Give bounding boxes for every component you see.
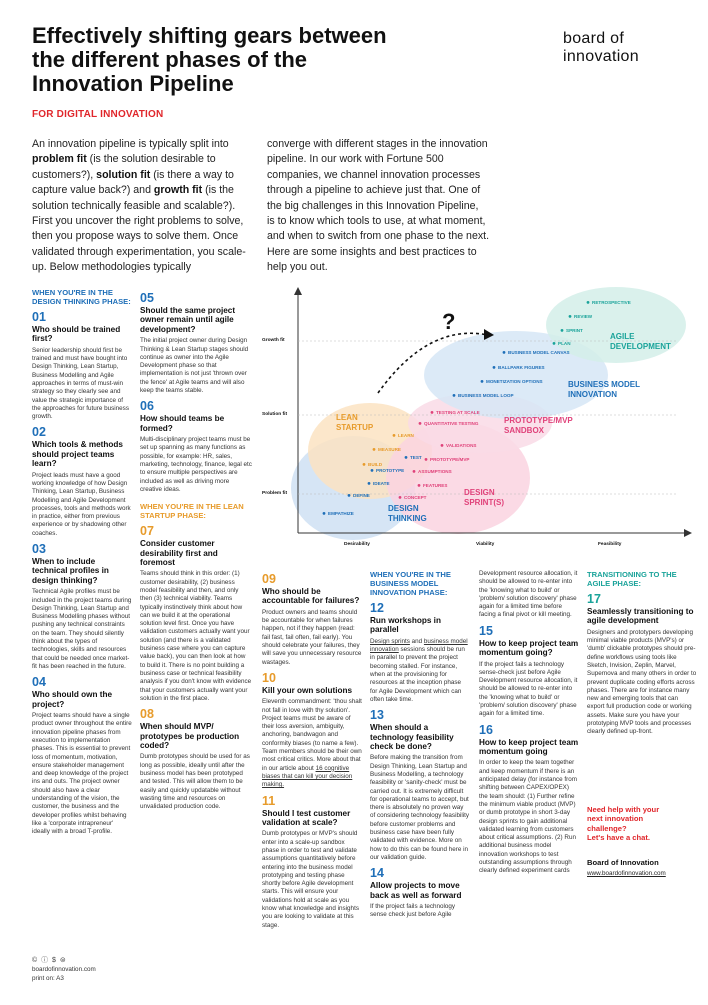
tip-question: Who should be trained first? bbox=[32, 325, 121, 344]
tip-question: Run workshops in parallel bbox=[370, 616, 441, 635]
tip-answer: Dumb prototypes should be used for as long as possible, ideally until after the business model has been prototyped and tested. This will allow them to be easily and quickly updatable without wasting time and resources on unvalidated production code. bbox=[140, 753, 250, 811]
phase-step-label: IDEATE bbox=[373, 481, 390, 486]
tip-item bbox=[140, 400, 252, 494]
phase-step-label: PROTOTYPE bbox=[376, 468, 405, 473]
tip-item bbox=[32, 311, 132, 421]
tip-answer: If the project fails a technology sense check just before Agile bbox=[370, 903, 456, 919]
cta-line: next innovation bbox=[587, 814, 644, 824]
phase-step-bullet bbox=[553, 342, 556, 345]
phase-step-label: TEST bbox=[410, 455, 422, 460]
design-sprints-link[interactable]: Design sprints bbox=[370, 637, 410, 645]
tip-answer: Before making the transition from Design Thinking, Lean Startup and Business Modelling, a technology feasibility or 'sanity-check' must be carried out. It is extremely difficult for operational teams to accept, but there is absolutely no proven way of considering technology feasibility before customer problems and business case have been fully validated with evidence. More on how to do this can be found here in our validation guide. bbox=[370, 754, 470, 861]
cta-line: challenge? bbox=[587, 823, 627, 833]
phase-group-label: DEVELOPMENT bbox=[610, 342, 671, 351]
company-name: Board of Innovation bbox=[587, 858, 659, 867]
y-axis-arrow bbox=[294, 287, 302, 295]
failure-column bbox=[262, 568, 362, 930]
phase-heading: WHEN YOU'RE IN THE DESIGN THINKING PHASE: bbox=[32, 288, 131, 306]
phase-group-label: INNOVATION bbox=[568, 390, 618, 399]
cta-line: Let's have a chat. bbox=[587, 833, 651, 843]
intro-text: (is the solution desirable to customers?), bbox=[32, 153, 216, 181]
tip-answer-text: sessions should be run in parallel to prevent the project becoming stalled. For instance, when at the provisioning for resources at the inception phase for Agile Development which can often take time. bbox=[370, 646, 465, 703]
intro-keyword: solution fit bbox=[96, 168, 151, 181]
phase-step-label: QUANTITATIVE TESTING bbox=[424, 421, 479, 426]
tip-item bbox=[140, 708, 252, 811]
phase-step-label: BUSINESS MODEL CANVAS bbox=[508, 350, 570, 355]
y-axis-label: Solution fit bbox=[262, 412, 288, 417]
tip-item bbox=[262, 573, 362, 667]
tip-number: 02 bbox=[32, 425, 46, 440]
phase-step-label: REVIEW bbox=[574, 314, 593, 319]
phase-group-label: STARTUP bbox=[336, 423, 374, 432]
tip-answer bbox=[370, 638, 470, 704]
tip-question: Who should be accountable for failures? bbox=[262, 587, 360, 606]
tip-answer: In order to keep the team together and keep momentum if there is an anticipated delay (for instance from shifting between CAPEX/OPEX) the team should: (1) Further refine the minimum viable product (MVP) or dumb prototype in short 3-day design sprints to gain additional validated learning from customers about critical assumptions. (2) Run additional business model innovation workshops to test outstanding assumptions through clearly defined experiment cards bbox=[479, 759, 578, 875]
logo-line-1: board of bbox=[563, 30, 625, 47]
phase-group-label: PROTOTYPE/MVP bbox=[504, 416, 573, 425]
tip-item bbox=[32, 543, 132, 671]
tip-answer: Designers and prototypers developing minimal viable products (MVP's) or 'dumb' clickable prototypes should pre-define workflows using tools like Sketch, Invision, Zeplin, Marvel, Supernova and many others in order to prevent duplicate coding efforts across phases. There are for instance many new and emerging tools that can export full production code or working assets. Make sure you have your prototyping MVP tools and processes clearly defined up-front. bbox=[587, 628, 697, 736]
question-mark: ? bbox=[442, 309, 456, 334]
phase-step-label: VALIDATIONS bbox=[446, 443, 477, 448]
phase-group-label: SANDBOX bbox=[504, 426, 545, 435]
intro-right-column: converge with different stages in the innovation pipeline. In our work with Fortune 500 companies, we channel innovation processes through a pipeline to achieve just that. One of the big challenges in this Innovation Pipeline, is to know which tools to use, at what moment, and when to switch from one phase to the next. Here are some insights and best practices to help you out. bbox=[267, 138, 490, 274]
tip-item bbox=[32, 426, 132, 538]
phase-step-bullet bbox=[425, 458, 428, 461]
intro-text: (is there a way to capture value back?) and bbox=[32, 168, 234, 197]
tip-answer bbox=[262, 698, 362, 789]
title-line-2: the different phases of the bbox=[32, 47, 308, 72]
lean-startup-column bbox=[140, 287, 252, 811]
phase-step-bullet bbox=[399, 496, 402, 499]
tip-answer: Technical Agile profiles must be included in the project teams during Design Thinking, Lean Startup and Business Modelling phases without pushing any technical constraints on the team. They should silently think about the types of technologies, skills and resources that could be needed once market-fit has been reached in the future. bbox=[32, 588, 132, 670]
phase-heading: TRANSITIONING TO THE AGILE PHASE: bbox=[587, 570, 677, 588]
tip-number: 15 bbox=[479, 623, 493, 638]
tip-question: Consider customer desirability first and foremost bbox=[140, 539, 218, 567]
tip-number: 04 bbox=[32, 675, 46, 690]
tip-number: 05 bbox=[140, 291, 154, 305]
tip-question: Who should own the project? bbox=[32, 690, 113, 709]
tip-answer: Senior leadership should first be trained and must have bought into Design Thinking, Lean Startup, Business Modelling and Agile approaches in terms of must-win strategy so they clearly see and value the strategic importance of the approaches for future business growth. bbox=[32, 346, 129, 421]
phase-step-bullet bbox=[393, 434, 396, 437]
tip-question: Seamlessly transitioning to agile development bbox=[587, 607, 694, 626]
phase-step-bullet bbox=[371, 469, 374, 472]
tip-number: 08 bbox=[140, 707, 154, 722]
tip-answer-text: Eleventh commandment: 'thou shalt not fall in love with thy solution'. Project teams must be aware of their loss aversion, ambiguity, anchoring, bandwagon and conformity biases (to name a few). Team members should be their own most critical critics. More about that in our article about bbox=[262, 698, 362, 772]
intro-text: An innovation pipeline is typically split into bbox=[32, 138, 229, 150]
tip-question: How to keep project team momentum going? bbox=[479, 638, 579, 658]
tip-answer: If the project fails a technology sense-check just before Agile Development resource allocation, it should be allowed to re-enter into the 'knowing what to build' or 'problem/ solution discovery' phase again for a limited time. bbox=[479, 660, 578, 718]
phase-group-label: THINKING bbox=[388, 514, 427, 523]
phase-group-label: AGILE bbox=[610, 332, 635, 341]
tip-number: 03 bbox=[32, 542, 46, 557]
tip-answer: Project leads must have a good working knowledge of how Design Thinking, Lean Startup, Business Modelling and Agile Development processes, tools and methods work in practice, either from previous experience or by shadowing other coaches. bbox=[32, 471, 131, 537]
phase-group-label: LEAN bbox=[336, 413, 358, 422]
phase-step-bullet bbox=[453, 394, 456, 397]
phase-step-bullet bbox=[481, 380, 484, 383]
phase-step-label: SPRINT bbox=[566, 328, 583, 333]
phase-step-bullet bbox=[368, 482, 371, 485]
tip-number: 16 bbox=[479, 722, 493, 737]
footer-print-info: print on: A3 bbox=[32, 975, 64, 982]
phase-step-label: BUSINESS MODEL LOOP bbox=[458, 393, 514, 398]
tip-question: Should the same project owner remain until agile development? bbox=[140, 306, 236, 334]
phase-step-bullet bbox=[363, 463, 366, 466]
x-axis-label: Desirability bbox=[344, 542, 370, 547]
tip-item bbox=[370, 709, 470, 862]
innovation-pipeline-diagram bbox=[258, 283, 698, 551]
title-line-1: Effectively shifting gears between bbox=[32, 23, 387, 48]
phase-step-bullet bbox=[413, 470, 416, 473]
logo-line-2: innovation bbox=[563, 48, 639, 65]
tip-answer: Product owners and teams should be accountable for when failures happen, not if they happen (read: fail fast, fail often, fail early). You should celebrate your failures, they will save you unnecessary resource wastages. bbox=[262, 608, 362, 666]
phase-step-bullet bbox=[493, 366, 496, 369]
creative-commons-icons: © ⓘ $ ⊜ bbox=[32, 957, 67, 964]
footer-site[interactable]: boardofinnovation.com bbox=[32, 966, 96, 973]
phase-step-label: DEFINE bbox=[353, 493, 370, 498]
phase-group-label: DESIGN bbox=[464, 488, 495, 497]
tip-item bbox=[370, 602, 470, 704]
phase-step-bullet bbox=[431, 411, 434, 414]
phase-step-label: LEARN bbox=[398, 433, 414, 438]
tip-item bbox=[262, 672, 362, 790]
tip-number: 14 bbox=[370, 866, 384, 881]
business-model-innovation-link[interactable]: business model innovation bbox=[370, 637, 468, 654]
phase-group-label: BUSINESS MODEL bbox=[568, 380, 641, 389]
tip-number: 12 bbox=[370, 601, 384, 615]
phase-step-bullet bbox=[373, 448, 376, 451]
tip-item bbox=[479, 724, 579, 876]
phase-step-label: ASSUMPTIONS bbox=[418, 469, 452, 474]
x-axis-label: Feasibility bbox=[598, 542, 622, 547]
tip-question: How should teams be formed? bbox=[140, 414, 225, 433]
tip-item bbox=[262, 795, 362, 930]
tip-item bbox=[140, 292, 252, 395]
phase-step-bullet bbox=[561, 329, 564, 332]
x-axis-label: Viability bbox=[476, 542, 495, 547]
tip-item bbox=[370, 867, 470, 919]
page-subtitle: FOR DIGITAL INNOVATION bbox=[32, 109, 164, 120]
tip-number: 10 bbox=[262, 670, 276, 685]
continued-text: Development resource allocation, it should be allowed to re-enter into the 'knowing what to build' or 'problem/ solution discovery' phase again for a limited time before facing a final pivot or kill meeting. bbox=[479, 570, 578, 619]
phase-group-label: DESIGN bbox=[388, 504, 419, 513]
tip-item bbox=[32, 676, 132, 836]
phase-step-label: EMPATHIZE bbox=[328, 511, 354, 516]
phase-heading: WHEN YOU'RE IN THE BUSINESS MODEL INNOVATION PHASE: bbox=[370, 570, 451, 597]
tip-answer: Teams should think in this order: (1) customer desirability, (2) business model feasibility and then, and only then (3) technical viability. Teams typically instinctively think about how can we build it at the operational solution level first. Once you have validation customers actually want your solution (and there is a validated business case where you can capture value back), you can then look at how to build it. There is no point building a business case or technical feasibility analysis if you don't know with evidence that your customers actually want your solution in the first place. bbox=[140, 570, 252, 702]
page-title bbox=[32, 24, 532, 96]
contact-call-to-action[interactable] bbox=[587, 805, 702, 843]
cta-line: Need help with your bbox=[587, 805, 660, 814]
phase-step-label: PLAN bbox=[558, 341, 571, 346]
phase-step-label: CONCEPT bbox=[404, 495, 427, 500]
tip-item bbox=[140, 525, 252, 703]
phase-step-label: FEATURES bbox=[423, 483, 448, 488]
phase-step-bullet bbox=[323, 512, 326, 515]
company-website-link[interactable]: www.boardofinnovation.com bbox=[587, 870, 666, 877]
phase-heading: WHEN YOU'RE IN THE LEAN STARTUP PHASE: bbox=[140, 502, 244, 521]
momentum-column bbox=[479, 570, 579, 876]
tip-question: Allow projects to move back as well as forward bbox=[370, 881, 462, 900]
phase-step-label: BUILD bbox=[368, 462, 383, 467]
tip-number: 07 bbox=[140, 524, 154, 539]
phase-step-bullet bbox=[348, 494, 351, 497]
agile-column bbox=[587, 570, 697, 737]
pipeline-chart-svg bbox=[258, 283, 698, 551]
business-model-column bbox=[370, 570, 470, 920]
tip-question: When to include technical profiles in design thinking? bbox=[32, 557, 109, 585]
phase-step-label: MEASURE bbox=[378, 447, 401, 452]
intro-keyword: problem fit bbox=[32, 153, 87, 166]
tip-number: 01 bbox=[32, 310, 46, 324]
phase-step-bullet bbox=[441, 444, 444, 447]
phase-step-label: TESTING AT SCALE bbox=[436, 410, 480, 415]
tip-number: 13 bbox=[370, 708, 384, 723]
tip-question: When should a technology feasibility check be done? bbox=[370, 723, 454, 751]
phase-step-bullet bbox=[503, 351, 506, 354]
intro-keyword: growth fit bbox=[153, 184, 203, 197]
tip-number: 17 bbox=[587, 592, 601, 606]
tip-question: How to keep project team momentum going bbox=[479, 737, 579, 757]
title-line-3: Innovation Pipeline bbox=[32, 71, 234, 96]
intro-text: (is the solution technically feasible and scalable?). First you uncover the right problems to solve, then you propose ways to solve them. Once validated through experimentation, you scale-up. Below methodologies typically bbox=[32, 184, 246, 274]
cognitive-biases-link[interactable]: 16 cognitive biases that can kill your decision making. bbox=[262, 764, 353, 789]
tip-number: 11 bbox=[262, 793, 276, 808]
tip-number: 09 bbox=[262, 572, 276, 586]
tip-question: Which tools & methods should project teams learn? bbox=[32, 440, 123, 469]
tip-item bbox=[587, 593, 697, 737]
tip-item bbox=[479, 625, 579, 719]
tip-answer: Dumb prototypes or MVP's should enter into a scale-up sandbox phase in order to test and validate assumptions quantitatively before entering into the business model prototyping and testing phase shortly before Agile development starts. This will ensure your validations hold at scale as you know what knowledge and insights you are looking to validate at this stage. bbox=[262, 830, 359, 929]
tip-answer-text: and bbox=[409, 637, 424, 645]
y-axis-label: Growth fit bbox=[262, 338, 285, 343]
tip-answer: Multi-disciplinary project teams must be set up spanning as many functions as possible, for example: HR, sales, marketing, technology, finance, legal etc to ensure multiple perspectives are included as well as driving more creative ideas. bbox=[140, 436, 252, 493]
phase-step-label: MONETIZATION OPTIONS bbox=[486, 379, 543, 384]
tip-answer: The initial project owner during Design Thinking & Lean Startup stages should continue as owner into the Agile Development phase so that implementation is not just 'thrown over the fence' at Agile teams and will also keep the teams stable. bbox=[140, 337, 249, 394]
phase-group-label: SPRINT(S) bbox=[464, 498, 504, 507]
tip-question: Should I test customer validation at scale? bbox=[262, 808, 351, 827]
tip-question: When should MVP/ prototypes be production coded? bbox=[140, 722, 240, 750]
tip-answer: Project teams should have a single product owner throughout the entire innovation pipeline phases from execution to implementation phases. This is essential to prevent loss of momentum, motivation, ensure stakeholder management and deep knowledge of the project ins and outs. The project owner should also have a clear understanding of the vision, the customer, the business and the developer profiles whilst behaving like a 'corporate intrapreneur' ideally with a broad T-profile. bbox=[32, 712, 132, 836]
design-thinking-column bbox=[32, 288, 132, 837]
phase-step-bullet bbox=[587, 301, 590, 304]
phase-step-bullet bbox=[419, 422, 422, 425]
phase-step-bullet bbox=[418, 484, 421, 487]
phase-step-label: BALLPARK FIGURES bbox=[498, 365, 545, 370]
tip-number: 06 bbox=[140, 399, 154, 414]
brand-logo bbox=[563, 30, 683, 66]
phase-step-bullet bbox=[405, 456, 408, 459]
phase-step-bullet bbox=[569, 315, 572, 318]
phase-step-label: RETROSPECTIVE bbox=[592, 300, 631, 305]
x-axis-arrow bbox=[684, 529, 692, 537]
phase-step-label: PROTOTYPE/MVP bbox=[430, 457, 470, 462]
y-axis-label: Problem fit bbox=[262, 491, 288, 496]
tip-question: Kill your own solutions bbox=[262, 685, 353, 695]
intro-left-column bbox=[32, 137, 257, 276]
